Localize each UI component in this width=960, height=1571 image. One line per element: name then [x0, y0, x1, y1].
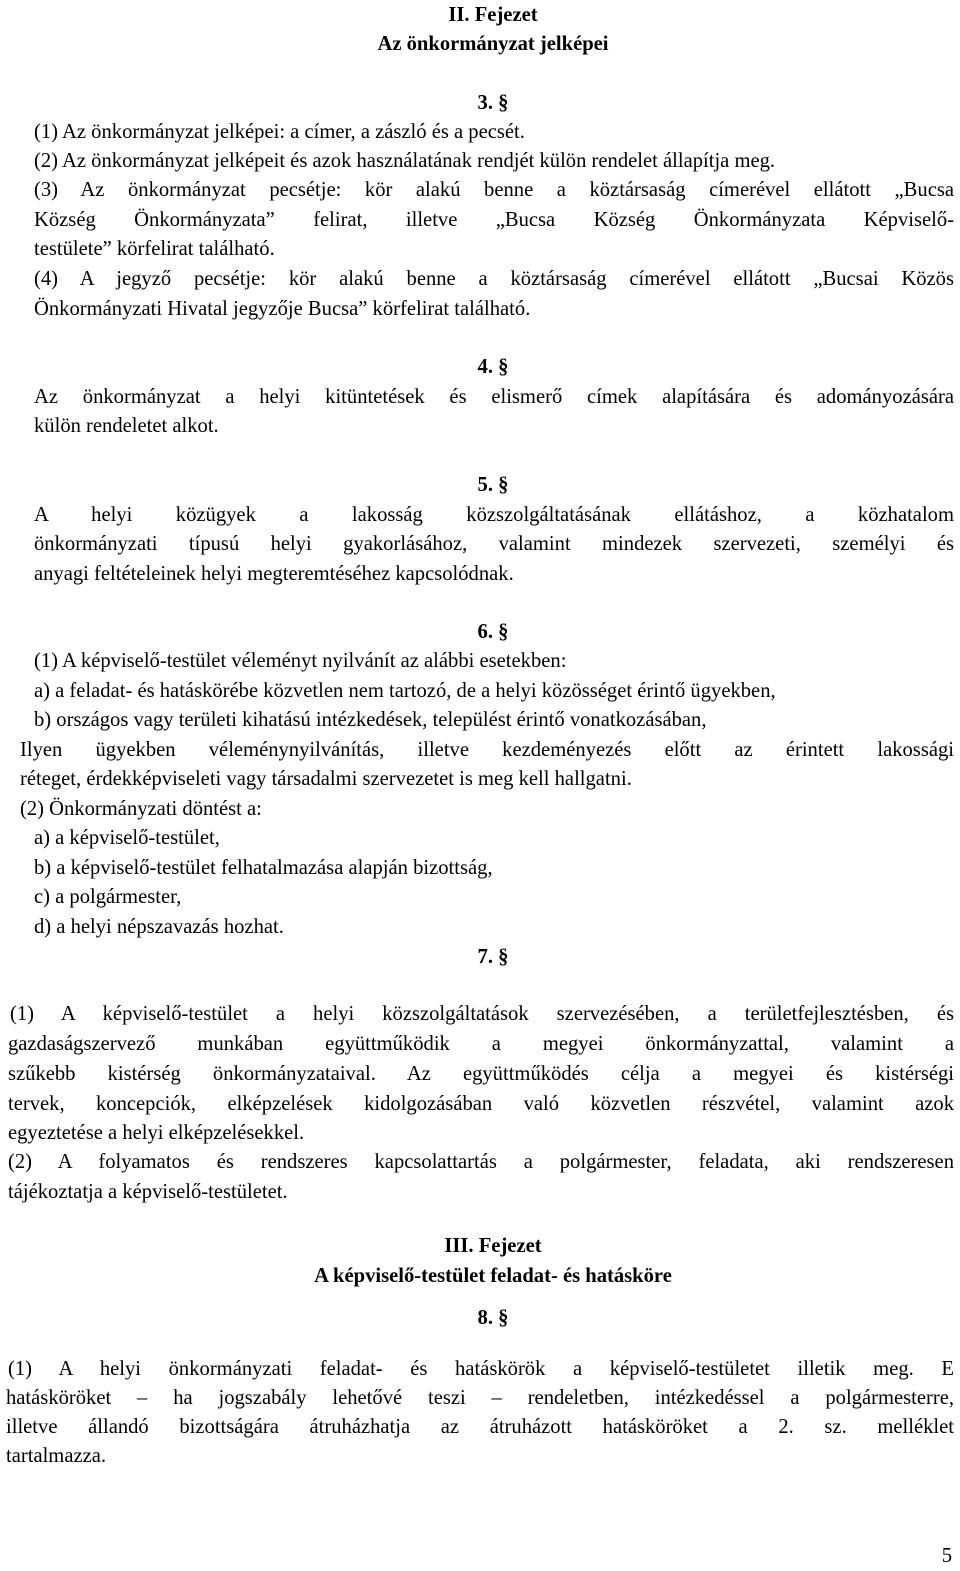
paragraph-line: Ilyen ügyekben véleménynyilvánítás, illetve kezdeményezés előtt az érintett lakossági [20, 739, 954, 761]
chapter-title: A képviselő-testület feladat- és hatásköre [314, 1265, 672, 1287]
paragraph-line: (1) Az önkormányzat jelképei: a címer, a zászló és a pecsét. [34, 121, 525, 143]
section-number: 7. § [477, 946, 509, 968]
list-item: a) a képviselő-testület, [34, 827, 220, 849]
paragraph-line: külön rendeletet alkot. [34, 415, 219, 437]
paragraph-line: hatásköröket – ha jogszabály lehetővé teszi – rendeletben, intézkedéssel a polgármesterre, [6, 1387, 954, 1409]
list-item: b) országos vagy területi kihatású intézkedések, települést érintő vonatkozásában, [34, 709, 707, 731]
list-item: c) a polgármester, [34, 886, 182, 908]
chapter-heading: II. Fejezet [448, 4, 538, 26]
paragraph-line: (4) A jegyző pecsétje: kör alakú benne a köztársaság címerével ellátott „Bucsai Közös [34, 268, 954, 290]
paragraph-line: A helyi közügyek a lakosság közszolgáltatásának ellátáshoz, a közhatalom [34, 504, 954, 526]
list-item: b) a képviselő-testület felhatalmazása alapján bizottság, [34, 857, 493, 879]
paragraph-line: (1) A helyi önkormányzati feladat- és hatáskörök a képviselő-testületet illetik meg. E [8, 1358, 954, 1380]
paragraph-line: Az önkormányzat a helyi kitüntetések és elismerő címek alapítására és adományozására [34, 386, 954, 408]
paragraph-line: illetve állandó bizottságára átruházhatja az átruházott hatásköröket a 2. sz. melléklet [6, 1416, 954, 1438]
section-number: 6. § [477, 621, 509, 643]
paragraph-line: Község Önkormányzata” felirat, illetve „Bucsa Község Önkormányzata Képviselő- [34, 209, 954, 231]
section-number: 4. § [477, 356, 509, 378]
paragraph-line: önkormányzati típusú helyi gyakorlásához, valamint mindezek szervezeti, személyi és [34, 533, 954, 555]
paragraph-line: (2) Önkormányzati döntést a: [20, 798, 262, 820]
paragraph-line: gazdaságszervező munkában együttműködik a megyei önkormányzattal, valamint a [8, 1033, 954, 1055]
list-item: a) a feladat- és hatáskörébe közvetlen nem tartozó, de a helyi közösséget érintő ügyekben, [34, 680, 776, 702]
paragraph-line: (3) Az önkormányzat pecsétje: kör alakú benne a köztársaság címerével ellátott „Bucsa [34, 179, 954, 201]
paragraph-line: tervek, koncepciók, elképzelések kidolgozásában való közvetlen részvétel, valamint azok [8, 1093, 954, 1115]
paragraph-line: tájékoztatja a képviselő-testületet. [8, 1181, 288, 1203]
chapter-title: Az önkormányzat jelképei [377, 33, 609, 55]
paragraph-line: (1) A képviselő-testület véleményt nyilvánít az alábbi esetekben: [34, 650, 567, 672]
paragraph-line: tartalmazza. [6, 1445, 107, 1467]
section-number: 5. § [477, 474, 509, 496]
paragraph-line: (2) Az önkormányzat jelképeit és azok használatának rendjét külön rendelet állapítja meg. [34, 150, 776, 172]
paragraph-line: (2) A folyamatos és rendszeres kapcsolattartás a polgármester, feladata, aki rendszeresen [8, 1151, 954, 1173]
paragraph-line: testülete” körfelirat található. [34, 238, 275, 260]
paragraph-line: szűkebb kistérség önkormányzataival. Az együttműködés célja a megyei és kistérségi [8, 1063, 954, 1085]
list-item: d) a helyi népszavazás hozhat. [34, 916, 284, 938]
paragraph-line: Önkormányzati Hivatal jegyzője Bucsa” körfelirat található. [34, 298, 531, 320]
paragraph-line: (1) A képviselő-testület a helyi közszolgáltatások szervezésében, a területfejlesztésben, és [10, 1003, 954, 1025]
chapter-heading: III. Fejezet [444, 1235, 542, 1257]
paragraph-line: anyagi feltételeinek helyi megteremtéséhez kapcsolódnak. [34, 563, 514, 585]
page-number: 5 [941, 1545, 952, 1567]
paragraph-line: egyeztetése a helyi elképzelésekkel. [8, 1122, 305, 1144]
section-number: 8. § [477, 1307, 509, 1329]
section-number: 3. § [477, 92, 509, 114]
paragraph-line: réteget, érdekképviseleti vagy társadalmi szervezetet is meg kell hallgatni. [20, 768, 632, 790]
